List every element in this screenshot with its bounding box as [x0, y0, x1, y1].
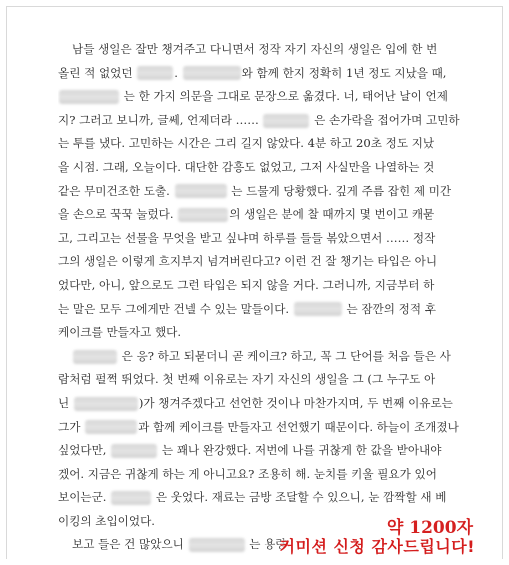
text-segment: 싶었다만,: [58, 443, 111, 458]
text-line: [58, 416, 476, 440]
text-segment: 케이크를 만들자고 했다.: [58, 325, 182, 340]
text-line: [58, 392, 476, 416]
text-line: [58, 298, 476, 322]
text-segment: 겠어. 지금은 귀찮게 하는 게 아니고요? 조용히 해. 눈치를 키울 필요가 있어: [58, 466, 437, 481]
text-segment: .: [174, 65, 182, 80]
text-line: [58, 250, 476, 274]
text-segment: 닌: [58, 395, 73, 410]
text-segment: )가 챙겨주겠다고 선언한 것이나 마찬가지며, 두 번째 이유로는: [138, 395, 453, 410]
redacted-name: [183, 66, 241, 80]
text-segment: 을 손으로 꾹꾹 눌렀다.: [58, 207, 178, 222]
redacted-name: [263, 114, 309, 128]
text-line: [58, 62, 476, 86]
text-segment: 는 용량: [245, 537, 287, 552]
text-segment: 는 드물게 당황했다. 깊게 주름 잡힌 제 미간: [227, 183, 452, 198]
text-segment: 그의 생일은 이렇게 흐지부지 넘겨버린다고? 이런 건 잘 챙기는 타입은 아니: [58, 254, 438, 269]
text-segment: 같은 무미건조한 도출.: [58, 183, 174, 198]
text-segment: 그가: [58, 419, 85, 434]
story-text: [58, 38, 476, 557]
text-segment: 이킹의 초입이었다.: [58, 513, 155, 528]
text-segment: 은 웃었다. 재료는 금방 조달할 수 있으니, 눈 깜짝할 새 베: [152, 490, 447, 505]
text-line: [58, 203, 476, 227]
text-segment: 남들 생일은 잘만 챙겨주고 다니면서 정작 자기 자신의 생일은 입에 한 번: [72, 42, 438, 56]
redacted-name: [178, 208, 228, 222]
text-segment: 은 손가락을 접어가며 고민하: [310, 112, 460, 127]
text-segment: 은 응? 하고 되묻더니 곧 케이크? 하고, 꼭 그 단어를 처음 들은 사: [118, 348, 451, 363]
redacted-name: [59, 90, 119, 104]
text-segment: 과 함께 케이크를 만들자고 선언했기 때문이다. 하늘이 조개졌나: [138, 419, 459, 434]
text-line: [58, 132, 476, 156]
text-segment: 는 투를 냈다. 고민하는 시간은 그리 길지 않았다. 4분 하고 20초 정도 지났: [58, 136, 435, 151]
text-segment: 는 한 가지 의문을 그대로 문장으로 옮겼다. 너, 태어난 날이 언제: [120, 89, 448, 104]
commission-thanks-label: 커미션 신청 감사드립니다!: [279, 537, 475, 556]
redacted-name: [189, 538, 245, 552]
text-segment: 는 꽤나 완강했다. 저번에 나를 귀찮게 한 값을 받아내야: [158, 443, 442, 458]
text-line: [58, 486, 476, 510]
text-line: [58, 439, 476, 463]
redacted-name: [74, 397, 138, 411]
text-line: [58, 345, 476, 369]
text-segment: 보고 들은 건 많았으니: [72, 537, 188, 552]
text-line: [58, 180, 476, 204]
text-line: [58, 38, 476, 62]
text-line: [58, 227, 476, 251]
text-line: [58, 109, 476, 133]
text-segment: 고, 그리고는 선물을 무엇을 받고 싶냐며 하루를 들들 볶았으면서 …… 정작: [58, 230, 436, 245]
redacted-name: [85, 420, 137, 434]
text-line: [58, 85, 476, 109]
text-segment: 보이는군.: [58, 490, 111, 505]
redacted-name: [294, 302, 342, 316]
text-segment: 었다만, 아니, 앞으로도 그런 타입은 되지 않을 거다. 그러니까, 지금부터 하: [58, 277, 435, 292]
text-segment: 와 함께 한지 정확히 1년 정도 지났을 때,: [241, 65, 447, 80]
redacted-name: [137, 66, 173, 80]
redacted-name: [175, 184, 227, 198]
text-line: [58, 156, 476, 180]
text-line: [58, 321, 476, 345]
text-segment: 의 생일은 분에 찰 때까지 몇 번이고 캐묻: [229, 207, 435, 222]
text-line: [58, 463, 476, 487]
text-segment: 지? 그러고 보니까, 글쎄, 언제더라 ……: [58, 112, 263, 127]
char-count-label: 약 1200자: [386, 518, 473, 538]
text-line: [58, 274, 476, 298]
redacted-name: [111, 444, 157, 458]
text-segment: 는 말은 모두 그에게만 건넬 수 있는 말들이다.: [58, 301, 293, 316]
text-segment: 을 시점. 그래, 오늘이다. 대단한 감흥도 없었고, 그저 사실만을 나열하는 것: [58, 159, 435, 174]
text-segment: 람처럼 펄쩍 뛰었다. 첫 번째 이유로는 자기 자신의 생일을 그 (그 누구도 아: [58, 372, 436, 387]
text-line: [58, 368, 476, 392]
redacted-name: [111, 491, 151, 505]
text-segment: 는 잠깐의 정적 후: [342, 301, 436, 316]
redacted-name: [73, 350, 117, 364]
text-segment: 올린 적 없었던: [58, 65, 137, 80]
